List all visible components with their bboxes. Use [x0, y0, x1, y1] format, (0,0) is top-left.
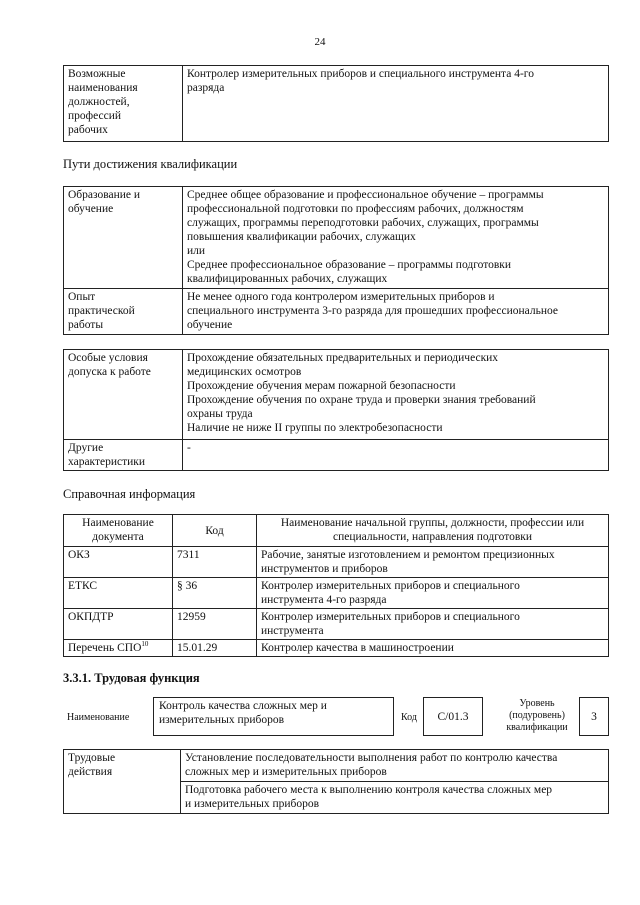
admission-table — [63, 349, 609, 471]
label-line: Образование и — [68, 189, 141, 201]
labor-actions-label — [64, 750, 181, 814]
value-line: обучение — [187, 319, 233, 331]
cell-doc-text: Перечень СПО — [68, 642, 142, 654]
table-row — [64, 750, 609, 782]
label-line: профессий — [68, 110, 122, 122]
labor-function-heading: 3.3.1. Трудовая функция — [63, 671, 200, 685]
label-line: Другие — [68, 442, 104, 454]
label-line: действия — [68, 766, 113, 778]
education-value — [183, 187, 609, 289]
labor-actions-table — [63, 749, 609, 814]
level-label-line: (подуровень) — [509, 710, 565, 721]
label-line: Опыт — [68, 291, 96, 303]
label-line: наименования — [68, 82, 138, 94]
header-code: Код — [173, 515, 257, 547]
value-line: Не менее одного года контролером измерительных приборов и — [187, 291, 495, 303]
value-line: охраны труда — [187, 408, 253, 420]
cell-line: инструмента 4-го разряда — [261, 594, 387, 606]
function-name-line: измерительных приборов — [159, 714, 285, 726]
experience-value — [183, 289, 609, 335]
value-line: Прохождение обучения по охране труда и проверки знания требований — [187, 394, 536, 406]
value-line: квалифицированных рабочих, служащих — [187, 273, 388, 285]
footnote-marker: 10 — [141, 640, 149, 649]
labor-action-item — [181, 782, 609, 814]
cell-line: Рабочие, занятые изготовлением и ремонтом прецизионных — [261, 549, 555, 561]
qualification-paths-table — [63, 186, 609, 335]
label-line: работы — [68, 319, 104, 331]
level-box: 3 — [579, 697, 609, 736]
function-name-box — [153, 697, 394, 736]
label-line: рабочих — [68, 124, 108, 136]
item-line: сложных мер и измерительных приборов — [185, 766, 387, 778]
labor-action-item — [181, 750, 609, 782]
level-label-line: Уровень — [519, 698, 555, 709]
value-line: специального инструмента 3-го разряда для прошедших профессиональное — [187, 305, 558, 317]
page-number: 24 — [314, 36, 326, 48]
cell-code: § 36 — [173, 578, 257, 609]
value-line: или — [187, 245, 206, 257]
table-header-row — [64, 515, 609, 547]
cell-line: Контролер измерительных приборов и специального — [261, 611, 520, 623]
table-row — [64, 66, 609, 142]
table-row — [64, 640, 609, 657]
table-row — [64, 187, 609, 289]
cell-code: 12959 — [173, 609, 257, 640]
header-name — [257, 515, 609, 547]
function-code-box: С/01.3 — [423, 697, 483, 736]
possible-titles-table — [63, 65, 609, 142]
header-line: Наименование — [82, 517, 154, 529]
qualification-paths-heading: Пути достижения квалификации — [63, 157, 238, 171]
function-name-label: Наименование — [67, 712, 130, 723]
value-line: Среднее общее образование и профессиональное обучение – программы — [187, 189, 544, 201]
value-line: Прохождение обязательных предварительных и периодических — [187, 352, 499, 364]
cell-name — [257, 578, 609, 609]
item-line: и измерительных приборов — [185, 798, 320, 810]
label-line: Трудовые — [68, 752, 116, 764]
value-line: Наличие не ниже II группы по электробезопасности — [187, 422, 443, 434]
function-name-line: Контроль качества сложных мер и — [159, 700, 327, 712]
header-line: документа — [92, 531, 144, 543]
table-row — [64, 440, 609, 471]
reference-table — [63, 514, 609, 657]
table-row — [64, 609, 609, 640]
value-line: медицинских осмотров — [187, 366, 302, 378]
value-line: служащих, программы переподготовки рабочих, служащих, программы — [187, 217, 539, 229]
level-label-line: квалификации — [506, 722, 568, 733]
cell-code: 15.01.29 — [173, 640, 257, 657]
value-line: Прохождение обучения мерам пожарной безопасности — [187, 380, 456, 392]
table-row — [64, 289, 609, 335]
header-line: Наименование начальной группы, должности, профессии или — [280, 517, 585, 529]
value-line: профессиональной подготовки по профессиям рабочих, должностям — [187, 203, 524, 215]
table-row — [64, 578, 609, 609]
value-line: разряда — [187, 82, 225, 94]
cell-code: 7311 — [173, 547, 257, 578]
cell-name: Контролер качества в машиностроении — [257, 640, 609, 657]
header-doc — [64, 515, 173, 547]
admission-value — [183, 350, 609, 440]
reference-heading: Справочная информация — [63, 487, 196, 501]
cell-line: Контролер измерительных приборов и специального — [261, 580, 520, 592]
cell-doc: ОКЗ — [64, 547, 173, 578]
label-line: допуска к работе — [68, 366, 151, 378]
function-code-label: Код — [401, 712, 417, 723]
item-line: Установление последовательности выполнения работ по контролю качества — [185, 752, 558, 764]
table-row — [64, 547, 609, 578]
item-line: Подготовка рабочего места к выполнению контроля качества сложных мер — [185, 784, 553, 796]
cell-line: инструментов и приборов — [261, 563, 388, 575]
level-label — [498, 698, 576, 734]
experience-label — [64, 289, 183, 335]
cell-name — [257, 609, 609, 640]
value-line: Среднее профессиональное образование – программы подготовки — [187, 259, 512, 271]
header-line: специальности, направления подготовки — [332, 531, 533, 543]
table-row — [64, 350, 609, 440]
label-line: практической — [68, 305, 135, 317]
possible-titles-label — [64, 66, 183, 142]
label-line: должностей, — [68, 96, 130, 108]
label-line: обучение — [68, 203, 114, 215]
cell-name — [257, 547, 609, 578]
cell-doc — [64, 640, 173, 657]
cell-doc: ОКПДТР — [64, 609, 173, 640]
other-value: - — [183, 440, 609, 471]
label-line: Возможные — [68, 68, 126, 80]
admission-label — [64, 350, 183, 440]
other-label — [64, 440, 183, 471]
possible-titles-value — [183, 66, 609, 142]
education-label — [64, 187, 183, 289]
label-line: Особые условия — [68, 352, 148, 364]
cell-line: инструмента — [261, 625, 324, 637]
cell-doc: ЕТКС — [64, 578, 173, 609]
value-line: повышения квалификации рабочих, служащих — [187, 231, 416, 243]
value-line: Контролер измерительных приборов и специального инструмента 4-го — [187, 68, 534, 80]
label-line: характеристики — [68, 456, 146, 468]
